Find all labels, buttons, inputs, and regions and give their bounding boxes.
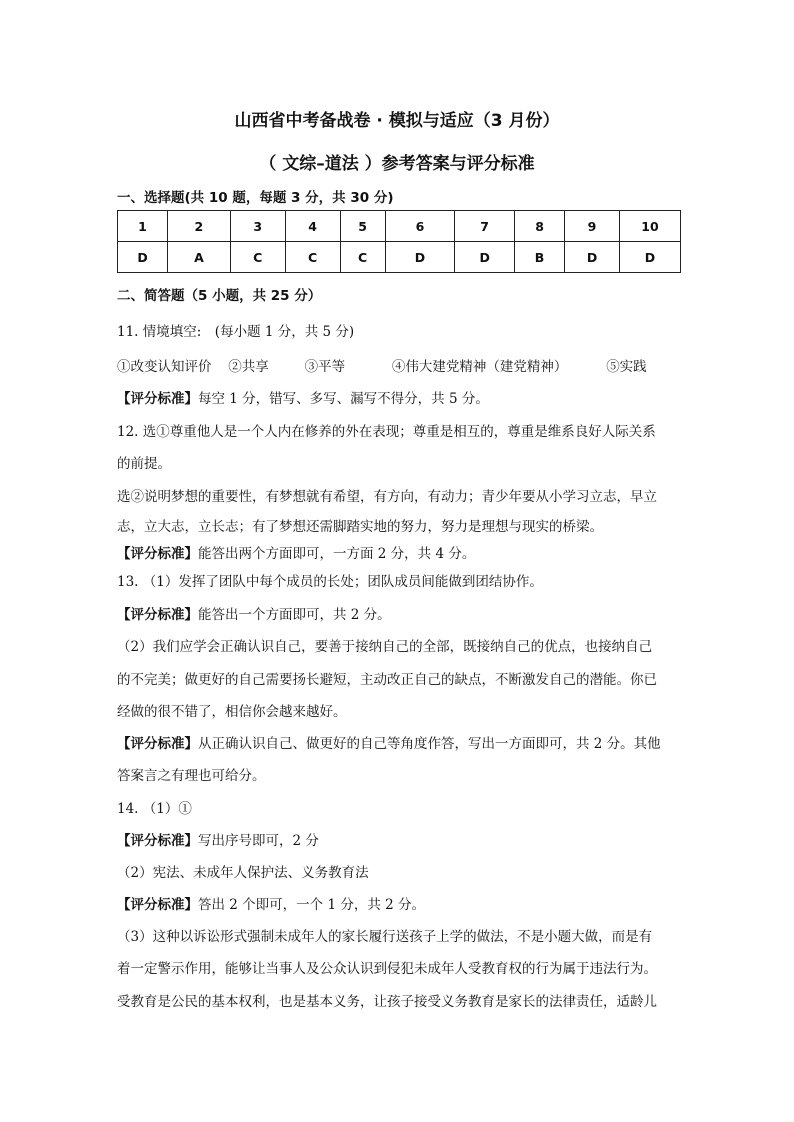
q13-scoring [117,732,661,752]
q14-scoring [117,893,425,913]
table-cell: C [340,242,385,273]
scoring-label: 【评分标准】 [117,833,198,849]
q14-text: 14. （1）① [117,801,192,817]
q12-scoring [117,542,475,562]
q12-text: 12. 选①尊重他人是一个人内在修养的外在表现；尊重是相互的，尊重是维系良好人际关系 [117,424,656,440]
q13-scoring [117,603,391,623]
q14-scoring [117,829,319,849]
scoring-label: 【评分标准】 [117,391,198,407]
q13-text: 经做的很不错了，相信你会越来越好。 [117,704,347,720]
table-cell: 7 [455,211,515,242]
scoring-text: 每空 1 分，错写、多写、漏写不得分，共 5 分。 [198,391,489,407]
answer-table [117,210,681,273]
table-cell: C [285,242,340,273]
table-cell: D [455,242,515,273]
table-cell: B [515,242,565,273]
table-cell: 5 [340,211,385,242]
table-cell: D [385,242,455,273]
scoring-text: 能答出两个方面即可，一方面 2 分，共 4 分。 [198,546,476,562]
scoring-text: 答出 2 个即可，一个 1 分，共 2 分。 [198,897,426,913]
q12-text: 选②说明梦想的重要性，有梦想就有希望，有方向，有动力；青少年要从小学习立志，早立 [117,489,657,505]
table-cell: 10 [619,211,680,242]
table-cell: 6 [385,211,455,242]
page-subtitle: （ 文综–道法 ）参考答案与评分标准 [259,154,535,174]
scoring-label: 【评分标准】 [117,736,198,752]
scoring-text: 写出序号即可，2 分 [198,833,319,849]
q11-options [117,355,647,375]
section-2-heading: 二、简答题（5 小题，共 25 分） [117,288,322,304]
section-1-heading: 一、选择题(共 10 题，每题 3 分，共 30 分) [117,190,394,206]
q12-text: 志，立大志，立长志；有了梦想还需脚踏实地的努力，努力是理想与现实的桥梁。 [117,519,603,535]
scoring-label: 【评分标准】 [117,607,198,623]
q11-title: 11. 情境填空: (每小题 1 分，共 5 分) [117,324,355,340]
q11-option: ⑤实践 [606,359,647,375]
scoring-text: 能答出一个方面即可，共 2 分。 [198,607,391,623]
q11-option: ③平等 [304,359,346,375]
answer-row [118,242,681,273]
q12-text: 的前提。 [117,456,171,472]
q13-text: （2）我们应学会正确认识自己，要善于接纳自己的全部，既接纳自己的优点，也接纳自己 [117,639,653,655]
scoring-label: 【评分标准】 [117,546,198,562]
scoring-label: 【评分标准】 [117,897,198,913]
table-cell: 1 [118,211,168,242]
scoring-text: 从正确认识自己、做更好的自己等角度作答，写出一方面即可，共 2 分。其他 [198,736,661,752]
q14-text: （3）这种以诉讼形式强制未成年人的家长履行送孩子上学的做法，不是小题大做，而是有 [117,929,653,945]
q14-text: 着一定警示作用，能够让当事人及公众认识到侵犯未成年人受教育权的行为属于违法行为。 [117,961,657,977]
table-cell: 9 [565,211,620,242]
table-cell: C [230,242,285,273]
table-cell: 8 [515,211,565,242]
q11-option: ④伟大建党精神（建党精神） [391,359,568,375]
table-cell: 3 [230,211,285,242]
q11-scoring [117,387,489,407]
q13-text: 的不完美；做更好的自己需要扬长避短，主动改正自己的缺点，不断激发自己的潜能。你已 [117,672,657,688]
q13-scoring-cont: 答案言之有理也可给分。 [117,768,266,784]
question-number-row [118,211,681,242]
table-cell: D [619,242,680,273]
page-title: 山西省中考备战卷 · 模拟与适应（3 月份） [234,111,560,131]
table-cell: D [565,242,620,273]
table-cell: D [118,242,168,273]
q11-option: ②共享 [228,359,269,375]
table-cell: 4 [285,211,340,242]
q14-text: 受教育是公民的基本权利，也是基本义务，让孩子接受义务教育是家长的法律责任，适龄儿 [117,994,657,1010]
q11-option: ①改变认知评价 [117,359,212,375]
q14-text: （2）宪法、未成年人保护法、义务教育法 [117,865,369,881]
table-cell: A [168,242,231,273]
q13-text: 13. （1）发挥了团队中每个成员的长处；团队成员间能做到团结协作。 [117,574,543,590]
table-cell: 2 [168,211,231,242]
